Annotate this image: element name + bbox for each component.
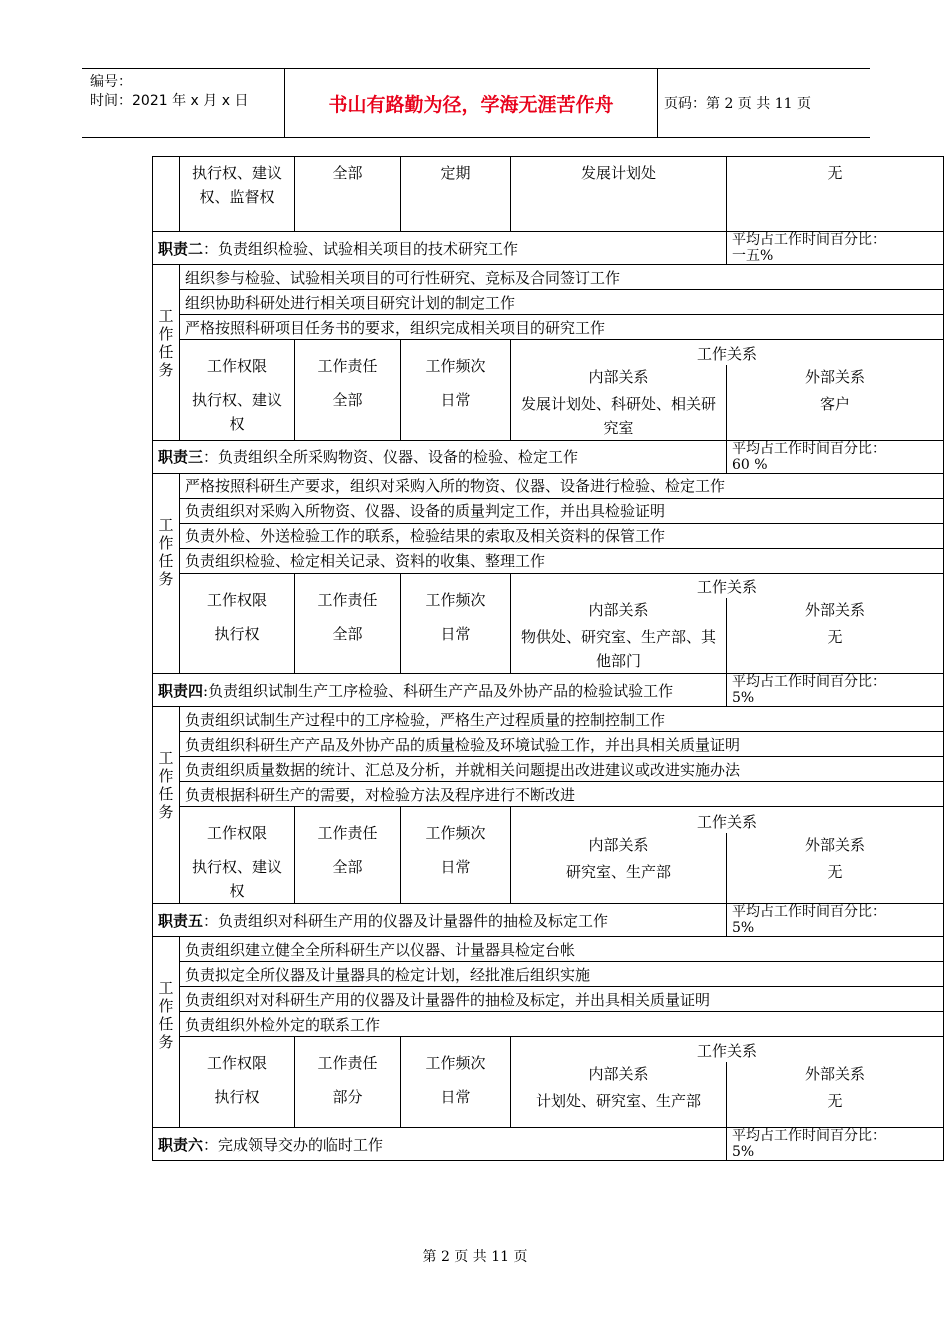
percent-value: 5% (732, 1144, 755, 1160)
internal-relation-cell (511, 598, 727, 674)
percent-value: 5% (732, 690, 755, 706)
column-value-authority: 执行权、建议权 (191, 858, 282, 900)
header-freq-cell (401, 340, 511, 441)
percent-label: 平均占工作时间百分比： (732, 232, 886, 248)
header-meta (90, 73, 280, 111)
duty-percent-cell (727, 1128, 944, 1161)
task-row (153, 548, 944, 573)
duty-header-row (153, 1128, 944, 1161)
cont-frequency: 定期 (401, 157, 511, 232)
external-relation-label: 外部关系 (804, 1064, 865, 1083)
column-label-auth: 工作权限 (206, 824, 267, 842)
internal-relation-cell (511, 1062, 727, 1128)
task-text: 负责组织检验、检定相关记录、资料的收集、整理工作 (180, 548, 944, 573)
continued-row (153, 157, 944, 232)
external-relation-cell (727, 598, 944, 674)
duty-percent-cell (727, 674, 944, 707)
work-task-side-text: 工作任务 (158, 515, 174, 588)
cont-internal: 发展计划处 (511, 157, 727, 232)
column-label-resp: 工作责任 (317, 824, 378, 842)
duty-title-cell (153, 674, 727, 707)
column-value-frequency: 日常 (440, 391, 471, 409)
task-row (153, 962, 944, 987)
percent-label: 平均占工作时间百分比： (732, 904, 886, 920)
external-relation-cell (727, 1062, 944, 1128)
external-relation-value: 无 (827, 628, 843, 646)
task-text: 负责外检、外送检验工作的联系，检验结果的索取及相关资料的保管工作 (180, 523, 944, 548)
duty-label: 职责五 (158, 911, 204, 930)
cont-external: 无 (727, 157, 944, 232)
duty-title-cell (153, 1128, 727, 1161)
header-freq-cell (401, 807, 511, 904)
doc-number-label: 编号： (90, 74, 132, 90)
page-header (82, 68, 870, 138)
task-row (153, 523, 944, 548)
task-text: 严格按照科研项目任务书的要求，组织完成相关项目的研究工作 (180, 315, 944, 340)
internal-relation-value: 计划处、研究室、生产部 (535, 1091, 701, 1110)
work-task-side-text: 工作任务 (158, 749, 174, 821)
column-value-authority: 执行权 (214, 1088, 260, 1106)
header-auth-cell (180, 573, 295, 674)
duty-percent-cell (727, 440, 944, 473)
header-freq-cell (401, 573, 511, 674)
header-freq-cell (401, 1037, 511, 1128)
internal-relation-cell (511, 365, 727, 441)
header-resp-cell (295, 807, 401, 904)
relation-header-row (153, 1037, 944, 1062)
duty-header-row (153, 440, 944, 473)
duty-header-row (153, 232, 944, 265)
column-label-auth: 工作权限 (206, 1054, 267, 1072)
task-text: 负责组织科研生产产品及外协产品的质量检验及环境试验工作，并出具相关质量证明 (180, 732, 944, 757)
task-row (153, 315, 944, 340)
internal-relation-value: 物供处、研究室、生产部、其他部门 (520, 628, 716, 670)
header-resp-cell (295, 573, 401, 674)
external-relation-cell (727, 365, 944, 441)
work-task-side-text: 工作任务 (158, 307, 174, 379)
column-label-resp: 工作责任 (317, 357, 378, 375)
header-resp-cell (295, 340, 401, 441)
duty-label: 职责四 (158, 681, 204, 700)
task-row (153, 265, 944, 290)
work-task-side-label (153, 265, 180, 441)
header-page-number: 页码：第 2 页 共 11 页 (664, 96, 811, 112)
duty-label: 职责三 (158, 448, 204, 466)
external-relation-value: 客户 (819, 394, 850, 413)
duty-header-row (153, 674, 944, 707)
task-text: 组织协助科研处进行相关项目研究计划的制定工作 (180, 290, 944, 315)
external-relation-cell (727, 833, 944, 903)
duty-title-cell (153, 904, 727, 937)
internal-relation-label: 内部关系 (588, 367, 649, 386)
column-label-auth: 工作权限 (206, 590, 267, 609)
relations-title: 工作关系 (511, 807, 944, 834)
duty-title: :负责组织试制生产工序检验、科研生产产品及外协产品的检验试验工作 (203, 681, 674, 700)
task-row (153, 732, 944, 757)
column-value-authority: 执行权、建议权 (191, 391, 282, 433)
column-value-frequency: 日常 (440, 624, 471, 643)
column-label-freq: 工作频次 (425, 824, 486, 842)
relation-header-row (153, 573, 944, 598)
relations-title: 工作关系 (511, 340, 944, 365)
task-row (153, 290, 944, 315)
duty-title-cell (153, 232, 727, 265)
external-relation-value: 无 (827, 863, 843, 882)
duty-label: 职责二 (158, 239, 204, 258)
percent-value: 一五% (732, 248, 774, 264)
header-motto: 书山有路勤为径，学海无涯苦作舟 (284, 69, 658, 137)
duty-title-cell (153, 440, 727, 473)
external-relation-label: 外部关系 (804, 601, 865, 619)
column-value-frequency: 日常 (440, 1088, 471, 1106)
percent-label: 平均占工作时间百分比： (732, 1128, 886, 1144)
internal-relation-label: 内部关系 (588, 1064, 649, 1083)
duty-table (152, 156, 944, 1161)
column-value-responsibility: 全部 (332, 858, 363, 876)
relation-header-row (153, 340, 944, 365)
column-value-responsibility: 全部 (332, 624, 363, 643)
column-value-responsibility: 部分 (332, 1088, 363, 1106)
task-row (153, 782, 944, 807)
header-auth-cell (180, 340, 295, 441)
percent-value: 60 % (732, 456, 768, 473)
header-resp-cell (295, 1037, 401, 1128)
task-row (153, 498, 944, 523)
percent-label: 平均占工作时间百分比： (732, 440, 886, 457)
internal-relation-value: 发展计划处、科研处、相关研究室 (520, 394, 716, 437)
internal-relation-label: 内部关系 (588, 601, 649, 619)
column-label-freq: 工作频次 (425, 1054, 486, 1072)
cont-responsibility: 全部 (295, 157, 401, 232)
task-text: 负责组织试制生产过程中的工序检验，严格生产过程质量的控制控制工作 (180, 707, 944, 732)
cont-side-cell (153, 157, 180, 232)
column-value-authority: 执行权 (214, 624, 260, 643)
task-text: 负责组织质量数据的统计、汇总及分析，并就相关问题提出改进建议或改进实施办法 (180, 757, 944, 782)
duty-title: ：负责组织全所采购物资、仪器、设备的检验、检定工作 (203, 448, 579, 466)
duty-percent-cell (727, 904, 944, 937)
duty-title: ：完成领导交办的临时工作 (203, 1135, 384, 1154)
duty-header-row (153, 904, 944, 937)
external-relation-label: 外部关系 (804, 836, 865, 855)
task-text: 组织参与检验、试验相关项目的可行性研究、竞标及合同签订工作 (180, 265, 944, 290)
task-row (153, 1012, 944, 1037)
column-label-freq: 工作频次 (425, 590, 486, 609)
header-auth-cell (180, 1037, 295, 1128)
task-text: 严格按照科研生产要求，组织对采购入所的物资、仪器、设备进行检验、检定工作 (180, 473, 944, 498)
task-text: 负责组织对采购入所物资、仪器、设备的质量判定工作，并出具检验证明 (180, 498, 944, 523)
cont-authority: 执行权、建议权、监督权 (180, 157, 295, 232)
duty-percent-cell (727, 232, 944, 265)
work-task-side-label (153, 707, 180, 904)
column-label-resp: 工作责任 (317, 590, 378, 609)
internal-relation-cell (511, 833, 727, 903)
column-label-resp: 工作责任 (317, 1054, 378, 1072)
page-footer: 第 2 页 共 11 页 (422, 1249, 528, 1265)
task-text: 负责组织建立健全全所科研生产以仪器、计量器具检定台帐 (180, 937, 944, 962)
task-row (153, 937, 944, 962)
internal-relation-value: 研究室、生产部 (565, 863, 671, 882)
column-value-frequency: 日常 (440, 858, 471, 876)
relations-title: 工作关系 (511, 573, 944, 598)
internal-relation-label: 内部关系 (588, 836, 649, 855)
relation-header-row (153, 807, 944, 834)
work-task-side-text: 工作任务 (158, 979, 174, 1051)
task-text: 负责组织对对科研生产用的仪器及计量器件的抽检及标定，并出具相关质量证明 (180, 987, 944, 1012)
external-relation-value: 无 (827, 1091, 843, 1110)
percent-value: 5% (732, 920, 755, 936)
task-row (153, 707, 944, 732)
column-label-freq: 工作频次 (425, 357, 486, 375)
task-text: 负责根据科研生产的需要，对检验方法及程序进行不断改进 (180, 782, 944, 807)
percent-label: 平均占工作时间百分比： (732, 674, 886, 690)
task-row (153, 473, 944, 498)
duty-title: ：负责组织检验、试验相关项目的技术研究工作 (203, 239, 519, 258)
doc-time-label: 时间：2021 年 x 月 x 日 (90, 93, 249, 109)
task-text: 负责拟定全所仪器及计量器具的检定计划，经批准后组织实施 (180, 962, 944, 987)
task-text: 负责组织外检外定的联系工作 (180, 1012, 944, 1037)
column-value-responsibility: 全部 (332, 391, 363, 409)
task-row (153, 757, 944, 782)
duty-label: 职责六 (158, 1135, 204, 1154)
column-label-auth: 工作权限 (206, 357, 267, 375)
task-row (153, 987, 944, 1012)
work-task-side-label (153, 473, 180, 674)
duty-title: ：负责组织对科研生产用的仪器及计量器件的抽检及标定工作 (203, 911, 609, 930)
relations-title: 工作关系 (511, 1037, 944, 1062)
external-relation-label: 外部关系 (804, 367, 865, 386)
work-task-side-label (153, 937, 180, 1128)
header-auth-cell (180, 807, 295, 904)
